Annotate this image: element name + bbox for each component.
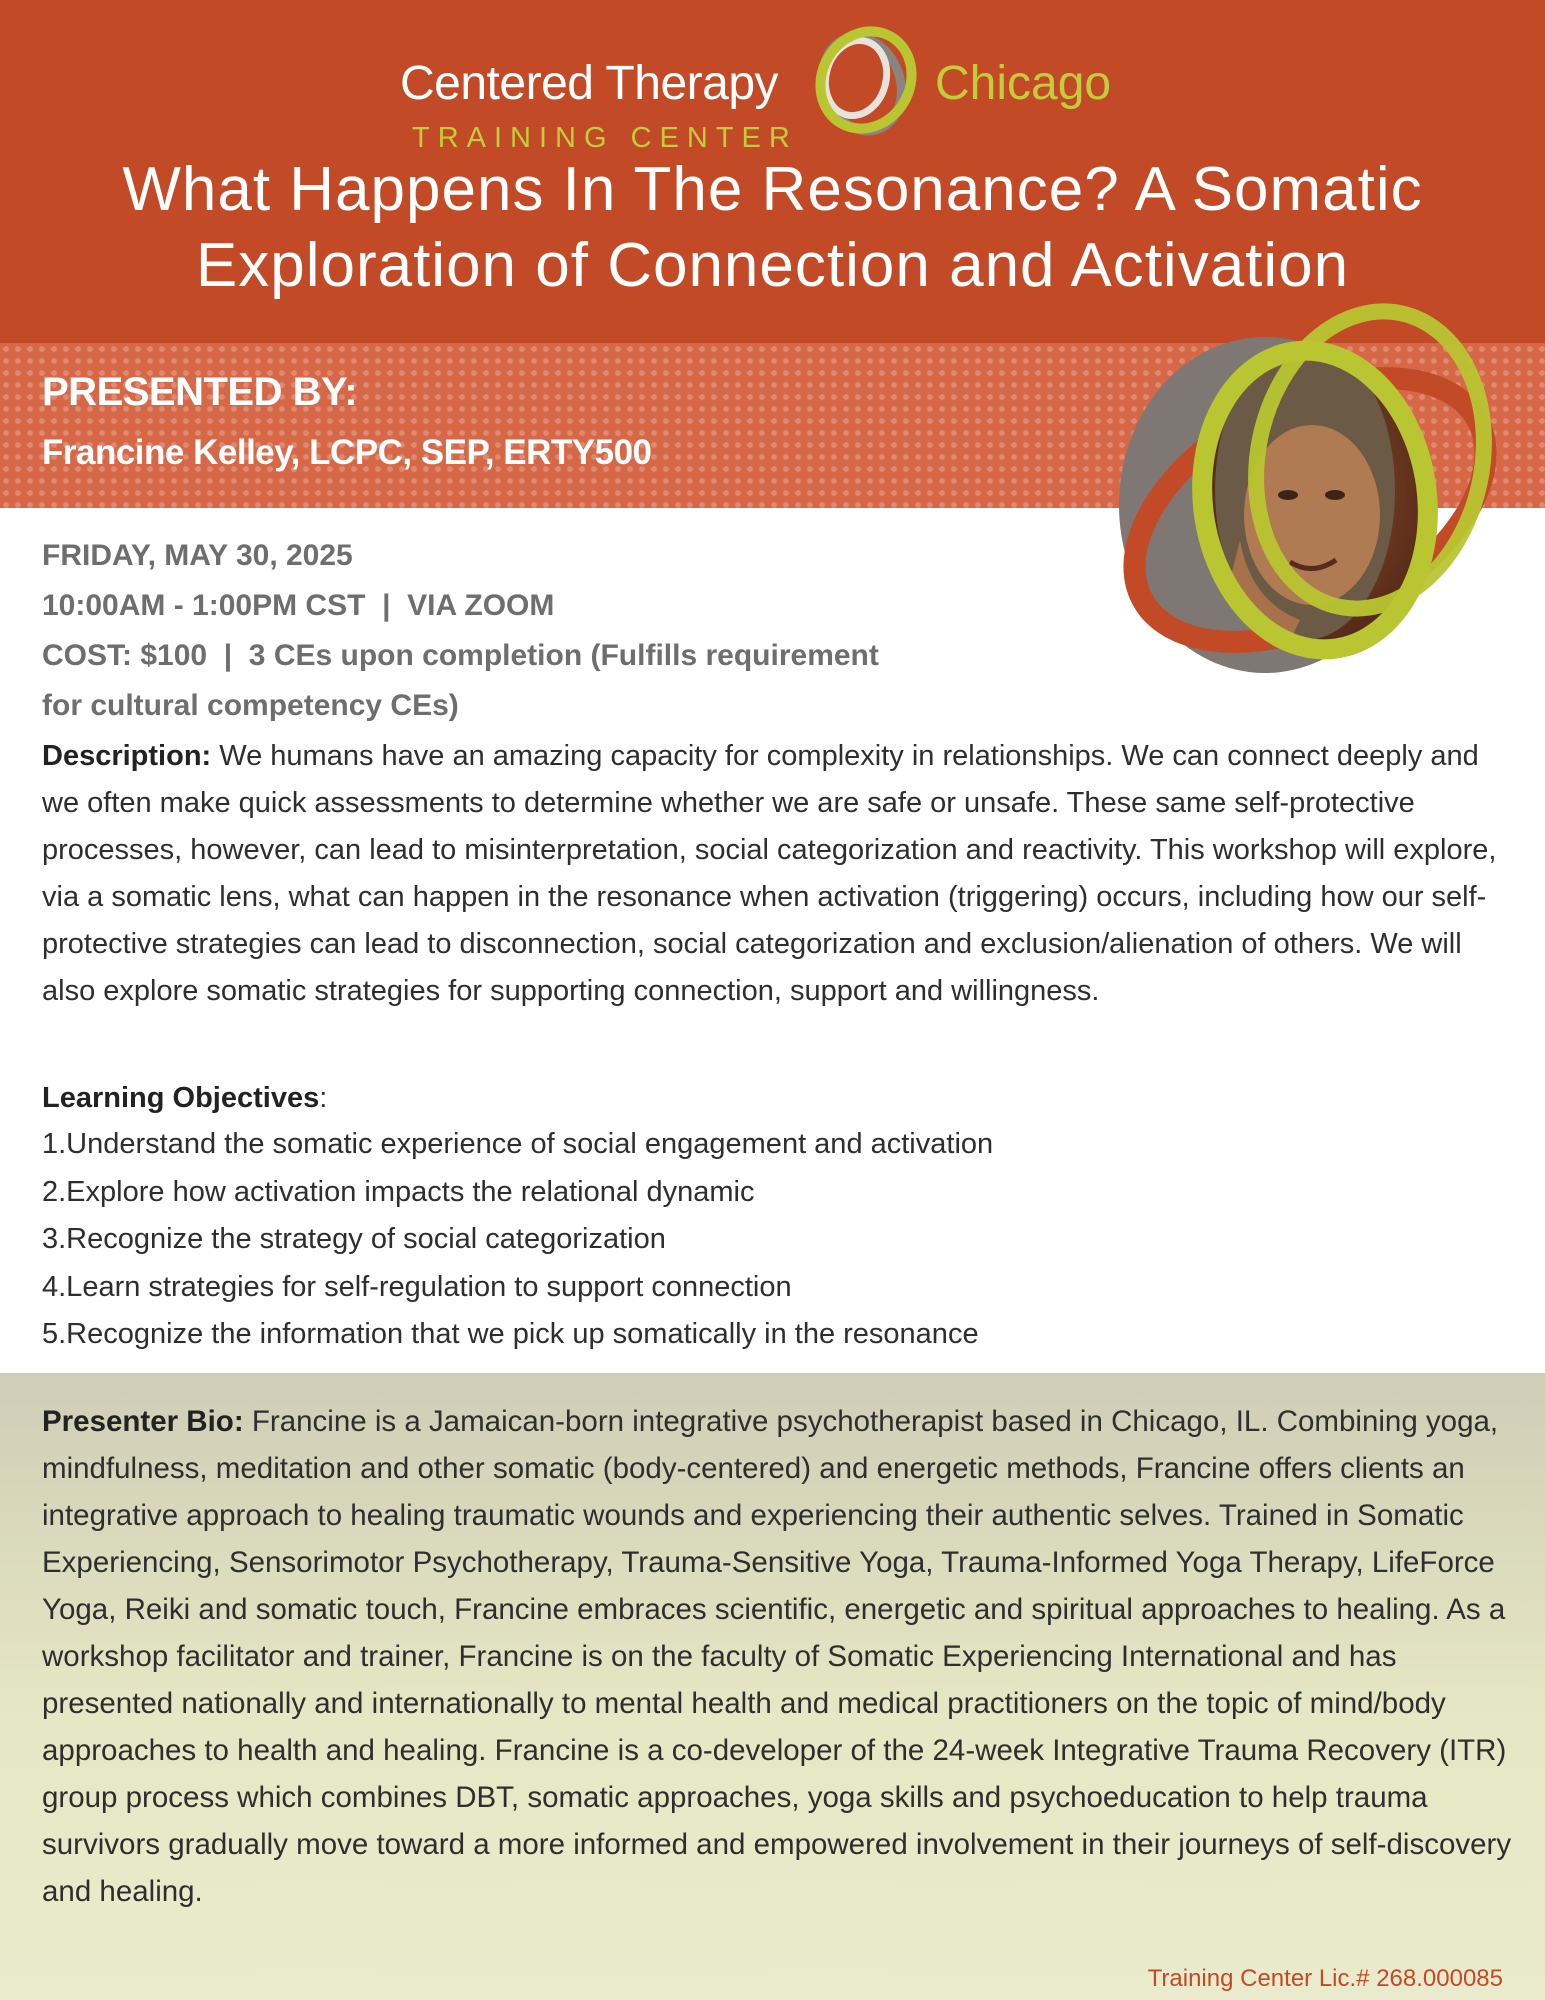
logo xyxy=(0,18,1545,154)
objectives-label: Learning Objectives xyxy=(42,1082,320,1114)
event-title xyxy=(0,152,1545,304)
bio-label: Presenter Bio: xyxy=(42,1405,244,1438)
presenter-portrait xyxy=(1050,300,1545,740)
header-banner xyxy=(0,0,1545,343)
objectives-heading xyxy=(42,1075,327,1122)
objectives-list xyxy=(42,1121,993,1359)
event-details xyxy=(42,531,1022,731)
objectives-colon: : xyxy=(319,1082,328,1114)
list-item: 1.Understand the somatic experience of social engagement and activation xyxy=(42,1128,994,1160)
event-cost: COST: $100 | 3 CEs upon completion (Fulfills requirement xyxy=(42,639,879,672)
list-item: 5.Recognize the information that we pick up somatically in the resonance xyxy=(42,1318,979,1350)
event-cost-continued: for cultural competency CEs) xyxy=(42,689,459,722)
title-line: What Happens In The Resonance? A Somatic xyxy=(122,155,1423,224)
bio-text: Francine is a Jamaican-born integrative psychotherapist based in Chicago, IL. Combining yoga, mindfulness, meditation and other somatic (body-centered) and energetic methods, Francine offers clients an integrative approach to healing traumatic wounds and experiencing their authentic selves. Trained in Somatic Experiencing, Sensorimotor Psychotherapy, Trauma-Sensitive Yoga, Trauma-Informed Yoga Therapy, LifeForce Yoga, Reiki and somatic touch, Francine embraces scientific, energetic and spiritual approaches to healing. As a workshop facilitator and trainer, Francine is on the faculty of Somatic Experiencing International and has presented nationally and internationally to mental health and medical practitioners on the topic of mind/body approaches to health and healing. Francine is a co-developer of the 24-week Integrative Trauma Recovery (ITR) group process which combines DBT, somatic approaches, yoga skills and psychoeducation to help trauma survivors gradually move toward a more informed and empowered involvement in their journeys of self-discovery and healing. xyxy=(42,1405,1512,1908)
list-item: 4.Learn strategies for self-regulation to support connection xyxy=(42,1270,792,1303)
logo-city: Chicago xyxy=(935,57,1112,110)
presenter-name: Francine Kelley, LCPC, SEP, ERTY500 xyxy=(42,433,652,472)
logo-rings-icon xyxy=(790,18,930,143)
license-number: Training Center Lic.# 268.000085 xyxy=(1147,1965,1503,1992)
event-date: FRIDAY, MAY 30, 2025 xyxy=(42,539,353,572)
logo-subtitle: TRAINING CENTER xyxy=(412,122,798,154)
description xyxy=(42,733,1512,1015)
list-item: 3.Recognize the strategy of social categorization xyxy=(42,1223,666,1255)
event-time-location: 10:00AM - 1:00PM CST | VIA ZOOM xyxy=(42,589,555,622)
logo-name: Centered Therapy xyxy=(400,57,779,110)
presenter-bio xyxy=(42,1398,1512,1915)
description-text: We humans have an amazing capacity for complexity in relationships. We can connect deeply and we often make quick assessments to determine whether we are safe or unsafe. These same self-protective processes, however, can lead to misinterpretation, social categorization and reactivity. This workshop will explore, via a somatic lens, what can happen in the resonance when activation (triggering) occurs, including how our self-protective strategies can lead to disconnection, social categorization and exclusion/alienation of others. We will also explore somatic strategies for supporting connection, support and willingness. xyxy=(42,740,1497,1007)
list-item: 2.Explore how activation impacts the relational dynamic xyxy=(42,1175,755,1208)
title-line: Exploration of Connection and Activation xyxy=(195,231,1350,300)
presented-by-label: PRESENTED BY: xyxy=(42,370,358,414)
description-label: Description: xyxy=(42,740,212,772)
